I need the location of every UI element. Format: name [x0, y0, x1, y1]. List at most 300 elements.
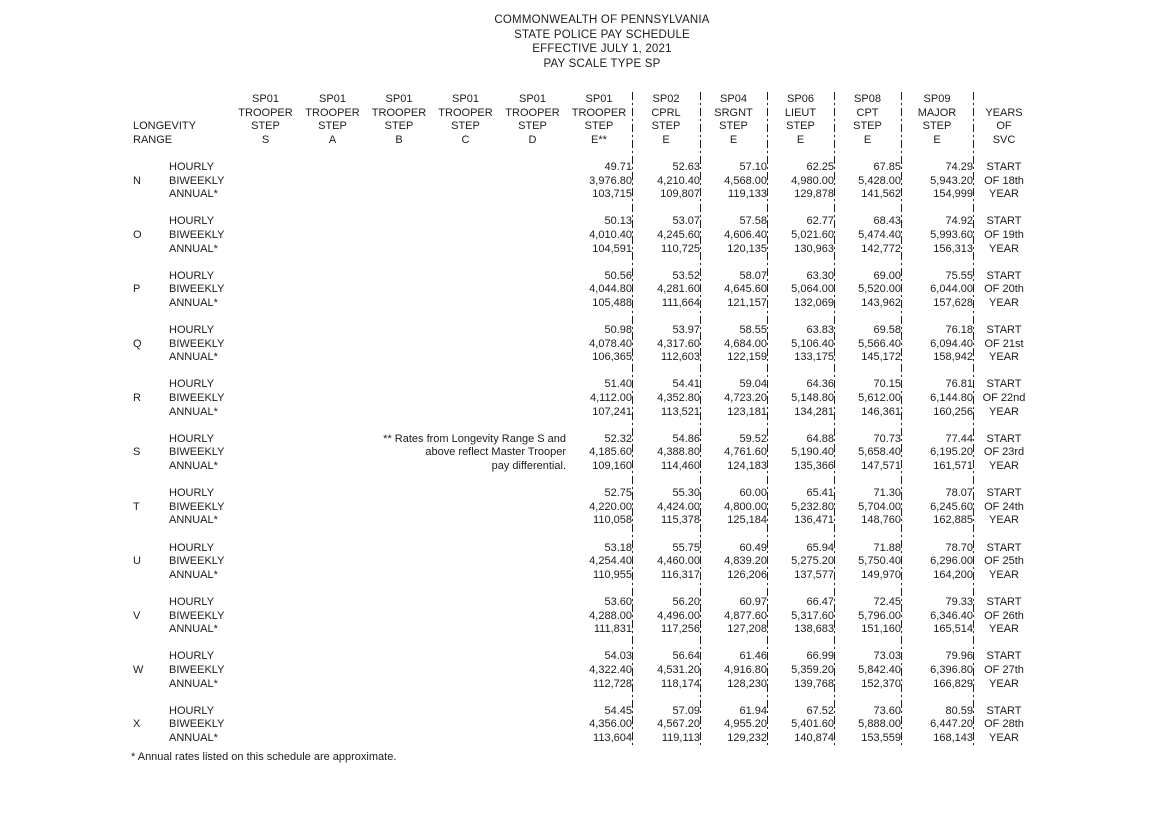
longevity-letter: W	[133, 663, 144, 676]
years-of-service: START	[986, 160, 1022, 173]
rate-value: 53.97	[672, 324, 700, 337]
empty-steps-region	[232, 569, 566, 583]
rate-value: 72.45	[873, 595, 901, 608]
years-of-service: OF 21st	[984, 337, 1024, 350]
spacer-row	[133, 419, 1035, 433]
years-of-service: START	[986, 432, 1022, 445]
empty-steps-region	[232, 243, 566, 257]
rate-value: 74.29	[945, 160, 973, 173]
rate-value: 58.55	[739, 324, 767, 337]
spacer-cell	[133, 365, 1035, 379]
rate-value: 112,603	[661, 351, 700, 364]
empty-steps-region	[232, 623, 566, 637]
rate-value: 6,396.80	[930, 663, 973, 676]
rate-type-label: ANNUAL*	[169, 188, 218, 201]
rate-type-label: HOURLY	[169, 324, 215, 337]
empty-steps-region	[232, 378, 566, 392]
header-row	[133, 134, 1035, 148]
years-of-service: OF 24th	[984, 500, 1024, 513]
rate-value: 70.15	[873, 378, 901, 391]
header-row	[133, 107, 1035, 121]
rate-row	[133, 378, 1035, 392]
rate-value: 114,460	[661, 460, 700, 473]
rate-value: 4,645.60	[724, 283, 767, 296]
rate-value: 63.30	[806, 269, 834, 282]
rate-value: 103,715	[592, 188, 632, 201]
spacer-cell	[133, 528, 1035, 542]
column-header-years-of-svc: YEARS	[985, 106, 1023, 119]
column-header-sp01-step-a: STEP	[318, 120, 347, 133]
rate-value: 65.41	[806, 487, 834, 500]
rate-value: 4,281.60	[657, 283, 700, 296]
years-of-service: OF 19th	[984, 228, 1024, 241]
rate-value: 50.13	[604, 215, 632, 228]
rate-value: 109,807	[660, 188, 700, 201]
column-header-years-of-svc: OF	[996, 120, 1012, 133]
years-of-service: OF 27th	[984, 663, 1024, 676]
longevity-letter	[133, 433, 169, 447]
empty-steps-region	[232, 542, 566, 556]
longevity-letter	[133, 161, 169, 175]
rate-value: 110,955	[593, 568, 632, 581]
column-header-sp01-step-a: SP01	[319, 93, 346, 105]
column-header-sp01-step-e: STEP	[584, 120, 614, 133]
rate-value: 124,183	[727, 460, 767, 473]
rate-type-label: HOURLY	[169, 541, 215, 554]
rate-value: 153,559	[861, 731, 901, 744]
column-header-sp08-cpt: STEP	[853, 120, 882, 133]
rate-row	[133, 678, 1035, 692]
column-divider-line	[767, 92, 768, 747]
rate-row	[133, 161, 1035, 175]
rate-value: 59.04	[739, 378, 767, 391]
spacer-row	[133, 528, 1035, 542]
rate-value: 115,378	[661, 514, 700, 527]
spacer-row	[133, 637, 1035, 651]
rate-row	[133, 270, 1035, 284]
rate-value: 4,684.00	[724, 337, 767, 350]
empty-steps-region	[232, 406, 566, 420]
rate-value: 62.77	[806, 215, 834, 228]
years-of-service: YEAR	[989, 677, 1019, 690]
rate-row	[133, 610, 1035, 624]
rate-value: 54.03	[604, 650, 632, 663]
rate-value: 4,916.80	[724, 663, 767, 676]
rate-type-label: HOURLY	[169, 487, 215, 500]
rate-value: 4,220.00	[589, 500, 632, 513]
rate-value: 57.10	[739, 160, 767, 173]
spacer-cell	[133, 419, 1035, 433]
column-divider-line	[632, 92, 633, 747]
empty-steps-region	[232, 175, 566, 189]
rate-value: 55.30	[672, 487, 700, 500]
rate-row	[133, 596, 1035, 610]
rate-type-label: ANNUAL*	[169, 405, 218, 418]
rate-value: 74.92	[945, 215, 973, 228]
column-header-sp08-cpt: SP08	[854, 93, 881, 105]
years-of-service: OF 18th	[984, 174, 1024, 187]
column-header-sp01-step-d: SP01	[519, 93, 546, 105]
rate-type-label: ANNUAL*	[169, 242, 218, 255]
rate-value: 6,044.00	[930, 283, 973, 296]
longevity-letter	[133, 569, 169, 583]
rate-type-label: BIWEEKLY	[169, 337, 225, 350]
rate-value: 4,356.00	[589, 718, 632, 731]
column-header-sp01-step-b: B	[395, 133, 403, 146]
empty-steps-region	[232, 487, 566, 501]
org-title: COMMONWEALTH OF PENNSYLVANIA	[494, 14, 710, 26]
empty-steps-region	[232, 351, 566, 365]
rate-value: 142,772	[861, 242, 901, 255]
rate-value: 128,230	[727, 677, 767, 690]
rate-row	[133, 433, 1035, 447]
years-of-service: YEAR	[989, 296, 1019, 309]
master-trooper-note: ** Rates from Longevity Range S and	[383, 432, 566, 445]
rate-type-label: HOURLY	[169, 595, 215, 608]
rate-value: 5,704.00	[858, 500, 901, 513]
rate-type-label: BIWEEKLY	[169, 663, 225, 676]
rate-value: 80.59	[945, 704, 973, 717]
years-of-service: START	[986, 324, 1022, 337]
rate-value: 129,232	[727, 731, 767, 744]
rate-value: 57.09	[672, 704, 700, 717]
rate-type-label: ANNUAL*	[169, 731, 218, 744]
rate-value: 75.55	[945, 269, 973, 282]
rate-value: 79.96	[945, 650, 973, 663]
empty-steps-region	[232, 283, 566, 297]
rate-value: 56.20	[672, 595, 700, 608]
longevity-letter	[133, 705, 169, 719]
rate-value: 4,980.00	[791, 174, 834, 187]
longevity-letter: Q	[133, 337, 142, 350]
rate-value: 6,346.40	[930, 609, 973, 622]
longevity-range-header: RANGE	[133, 133, 173, 146]
rate-value: 152,370	[861, 677, 901, 690]
column-header-sp09-major: STEP	[922, 120, 952, 133]
years-of-service: YEAR	[989, 623, 1019, 636]
empty-steps-region	[232, 188, 566, 202]
column-header-sp01-step-c: STEP	[451, 120, 480, 133]
longevity-letter: U	[133, 555, 141, 568]
table-header	[133, 93, 1035, 147]
rate-value: 5,566.40	[858, 337, 901, 350]
column-header-sp09-major: SP09	[923, 93, 951, 105]
column-header-sp01-step-e: E**	[591, 133, 607, 146]
rate-value: 4,567.20	[657, 718, 700, 731]
years-of-service: YEAR	[989, 242, 1019, 255]
rate-value: 58.07	[739, 269, 767, 282]
rate-value: 4,839.20	[724, 555, 767, 568]
rate-value: 5,658.40	[858, 446, 901, 459]
column-header-sp01-step-b: STEP	[384, 120, 414, 133]
spacer-row	[133, 311, 1035, 325]
rate-value: 4,955.20	[724, 718, 767, 731]
rate-row	[133, 514, 1035, 528]
rate-type-label: ANNUAL*	[169, 296, 218, 309]
empty-steps-region	[232, 229, 566, 243]
rate-value: 133,175	[794, 351, 834, 364]
column-divider-line	[901, 92, 902, 747]
rate-value: 157,628	[933, 296, 973, 309]
header-row	[133, 120, 1035, 134]
pay-scale-type: PAY SCALE TYPE SP	[543, 57, 661, 70]
rate-row	[133, 623, 1035, 637]
rate-value: 134,281	[794, 405, 834, 418]
rate-value: 162,885	[933, 514, 973, 527]
rate-value: 60.97	[739, 595, 767, 608]
years-of-service: OF 26th	[984, 609, 1024, 622]
rate-value: 140,874	[794, 731, 834, 744]
rate-value: 69.00	[873, 269, 901, 282]
rate-value: 4,761.60	[724, 446, 767, 459]
rate-value: 120,135	[727, 242, 767, 255]
rate-value: 5,474.40	[858, 228, 901, 241]
rate-value: 111,831	[593, 623, 632, 636]
rate-value: 168,143	[933, 731, 973, 744]
column-header-sp04-srgnt: SRGNT	[714, 106, 753, 119]
rate-value: 53.52	[672, 269, 700, 282]
rate-value: 51.40	[604, 378, 632, 391]
longevity-letter	[133, 623, 169, 637]
rate-value: 137,577	[794, 568, 834, 581]
rate-value: 4,460.00	[657, 555, 700, 568]
rate-value: 76.81	[945, 378, 973, 391]
empty-steps-region	[232, 392, 566, 406]
years-of-service: YEAR	[989, 188, 1019, 201]
rate-row	[133, 175, 1035, 189]
rate-value: 5,428.00	[858, 174, 901, 187]
years-of-service: START	[986, 704, 1022, 717]
empty-steps-region	[232, 215, 566, 229]
rate-value: 117,256	[661, 623, 700, 636]
rate-type-label: BIWEEKLY	[169, 392, 225, 405]
column-header-sp01-step-d: D	[528, 133, 537, 146]
years-of-service: START	[986, 650, 1022, 663]
rate-row	[133, 215, 1035, 229]
rate-value: 5,401.60	[791, 718, 834, 731]
years-of-service: YEAR	[989, 568, 1019, 581]
rate-type-label: HOURLY	[169, 432, 215, 445]
rate-value: 62.25	[806, 160, 834, 173]
spacer-cell	[133, 474, 1035, 488]
column-header-sp09-major: E	[933, 133, 941, 146]
rate-type-label: BIWEEKLY	[169, 446, 225, 459]
rate-value: 60.00	[739, 487, 767, 500]
rate-value: 6,094.40	[930, 337, 973, 350]
rate-value: 122,159	[727, 351, 767, 364]
rate-value: 105,488	[592, 296, 632, 309]
column-header-sp04-srgnt: SP04	[720, 93, 747, 105]
rate-value: 110,058	[593, 514, 632, 527]
longevity-letter	[133, 678, 169, 692]
rate-value: 52.75	[604, 487, 632, 500]
rate-type-label: BIWEEKLY	[169, 500, 225, 513]
empty-steps-region	[232, 270, 566, 284]
rate-type-label: ANNUAL*	[169, 460, 218, 473]
rate-row	[133, 324, 1035, 338]
rate-value: 3,976.80	[589, 174, 632, 187]
longevity-range-header	[133, 107, 232, 121]
rate-value: 165,514	[933, 623, 973, 636]
empty-steps-region	[232, 324, 566, 338]
column-header-sp01-step-s: S	[261, 133, 270, 146]
rate-value: 130,963	[794, 242, 834, 255]
rate-type-label: HOURLY	[169, 704, 215, 717]
rate-value: 6,296.00	[930, 555, 973, 568]
column-header-sp01-step-e: TROOPER	[571, 106, 627, 119]
rate-value: 156,313	[933, 242, 973, 255]
rate-value: 146,361	[861, 405, 901, 418]
empty-steps-region	[232, 297, 566, 311]
rate-value: 4,322.40	[589, 663, 632, 676]
rate-value: 4,606.40	[724, 228, 767, 241]
rate-value: 104,591	[592, 242, 632, 255]
column-header-sp01-step-e: SP01	[585, 93, 613, 105]
years-of-service: YEAR	[989, 514, 1019, 527]
spacer-cell	[133, 256, 1035, 270]
rate-value: 151,160	[861, 623, 901, 636]
rate-value: 123,181	[727, 405, 767, 418]
rate-value: 73.60	[873, 704, 901, 717]
rate-value: 4,010.40	[589, 228, 632, 241]
annual-footnote: * Annual rates listed on this schedule are approximate.	[131, 751, 397, 763]
longevity-letter: O	[133, 228, 142, 241]
column-header-sp02-cprl: STEP	[651, 120, 681, 133]
rate-value: 64.36	[806, 378, 834, 391]
rate-value: 113,521	[661, 405, 700, 418]
rate-value: 143,962	[861, 296, 901, 309]
rate-row	[133, 705, 1035, 719]
rate-value: 136,471	[794, 514, 834, 527]
longevity-letter: T	[133, 500, 140, 513]
empty-steps-region	[232, 718, 566, 732]
rate-row	[133, 650, 1035, 664]
rate-value: 5,148.80	[791, 392, 834, 405]
rate-value: 127,208	[727, 623, 767, 636]
rate-value: 125,184	[727, 514, 767, 527]
rate-type-label: HOURLY	[169, 378, 215, 391]
rate-value: 67.52	[806, 704, 834, 717]
rate-value: 4,112.00	[589, 392, 632, 405]
rate-row	[133, 351, 1035, 365]
spacer-row	[133, 582, 1035, 596]
column-header-sp06-lieut: SP06	[787, 93, 814, 105]
rate-value: 118,174	[661, 677, 700, 690]
rate-value: 70.73	[873, 432, 901, 445]
rate-value: 50.98	[604, 324, 632, 337]
longevity-letter: P	[133, 283, 141, 296]
rate-value: 63.83	[806, 324, 834, 337]
rate-value: 71.30	[873, 487, 901, 500]
rate-value: 141,562	[861, 188, 901, 201]
schedule-title: STATE POLICE PAY SCHEDULE	[514, 28, 690, 41]
years-of-service: YEAR	[989, 460, 1019, 473]
spacer-cell	[133, 637, 1035, 651]
years-of-service: START	[986, 378, 1022, 391]
column-header-sp01-step-s: SP01	[252, 93, 279, 105]
empty-steps-region	[232, 678, 566, 692]
longevity-letter: V	[133, 609, 141, 622]
empty-steps-region	[232, 664, 566, 678]
longevity-letter	[133, 243, 169, 257]
rate-value: 129,878	[794, 188, 834, 201]
rate-value: 139,768	[794, 677, 834, 690]
column-header-sp01-step-d: STEP	[518, 120, 547, 133]
rate-value: 50.56	[604, 269, 632, 282]
spacer-row	[133, 691, 1035, 705]
rate-value: 60.49	[739, 541, 767, 554]
rate-row	[133, 446, 1035, 460]
rate-value: 132,069	[794, 296, 834, 309]
effective-date: EFFECTIVE JULY 1, 2021	[532, 43, 672, 56]
rate-row	[133, 338, 1035, 352]
column-divider-line	[973, 92, 974, 747]
rate-value: 4,078.40	[589, 337, 632, 350]
spacer-cell	[133, 311, 1035, 325]
rate-value: 53.07	[672, 215, 700, 228]
rate-row	[133, 542, 1035, 556]
rate-value: 4,254.40	[589, 555, 632, 568]
spacer-cell	[133, 582, 1035, 596]
column-header-sp01-step-s: TROOPER	[238, 106, 293, 119]
rate-value: 119,113	[661, 731, 700, 744]
empty-steps-region	[232, 501, 566, 515]
rate-type-label: HOURLY	[169, 215, 215, 228]
rate-value: 5,750.40	[858, 555, 901, 568]
longevity-letter	[133, 460, 169, 474]
rate-value: 59.52	[739, 432, 767, 445]
years-of-service: OF 25th	[984, 555, 1024, 568]
rate-value: 5,317.60	[791, 609, 834, 622]
rate-value: 148,760	[861, 514, 901, 527]
rate-type-label: ANNUAL*	[169, 623, 218, 636]
rate-value: 111,664	[661, 296, 700, 309]
rate-value: 158,942	[933, 351, 973, 364]
longevity-letter	[133, 215, 169, 229]
rate-row	[133, 406, 1035, 420]
rate-value: 66.99	[806, 650, 834, 663]
column-header-sp01-step-s: STEP	[251, 120, 280, 133]
years-of-service: OF 20th	[984, 283, 1024, 296]
longevity-letter	[133, 596, 169, 610]
rate-value: 76.18	[945, 324, 973, 337]
longevity-letter: S	[133, 446, 141, 459]
years-of-service: START	[986, 541, 1022, 554]
longevity-letter	[133, 297, 169, 311]
column-divider-line	[700, 92, 701, 747]
rate-value: 5,106.40	[791, 337, 834, 350]
spacer-cell	[133, 691, 1035, 705]
rate-value: 5,190.40	[791, 446, 834, 459]
rate-type-label: BIWEEKLY	[169, 609, 225, 622]
longevity-letter: N	[133, 174, 141, 187]
rate-value: 5,021.60	[791, 228, 834, 241]
rate-value: 54.45	[604, 704, 632, 717]
rate-value: 4,424.00	[657, 500, 700, 513]
rate-value: 68.43	[873, 215, 901, 228]
rate-row	[133, 243, 1035, 257]
rate-type-label: ANNUAL*	[169, 568, 218, 581]
rate-value: 64.88	[806, 432, 834, 445]
longevity-letter	[133, 324, 169, 338]
rate-row	[133, 501, 1035, 515]
rate-value: 4,044.80	[589, 283, 632, 296]
empty-steps-region	[232, 555, 566, 569]
empty-steps-region	[232, 610, 566, 624]
column-header-sp09-major: MAJOR	[917, 106, 957, 119]
rate-row	[133, 569, 1035, 583]
column-header-sp06-lieut: STEP	[786, 120, 815, 133]
